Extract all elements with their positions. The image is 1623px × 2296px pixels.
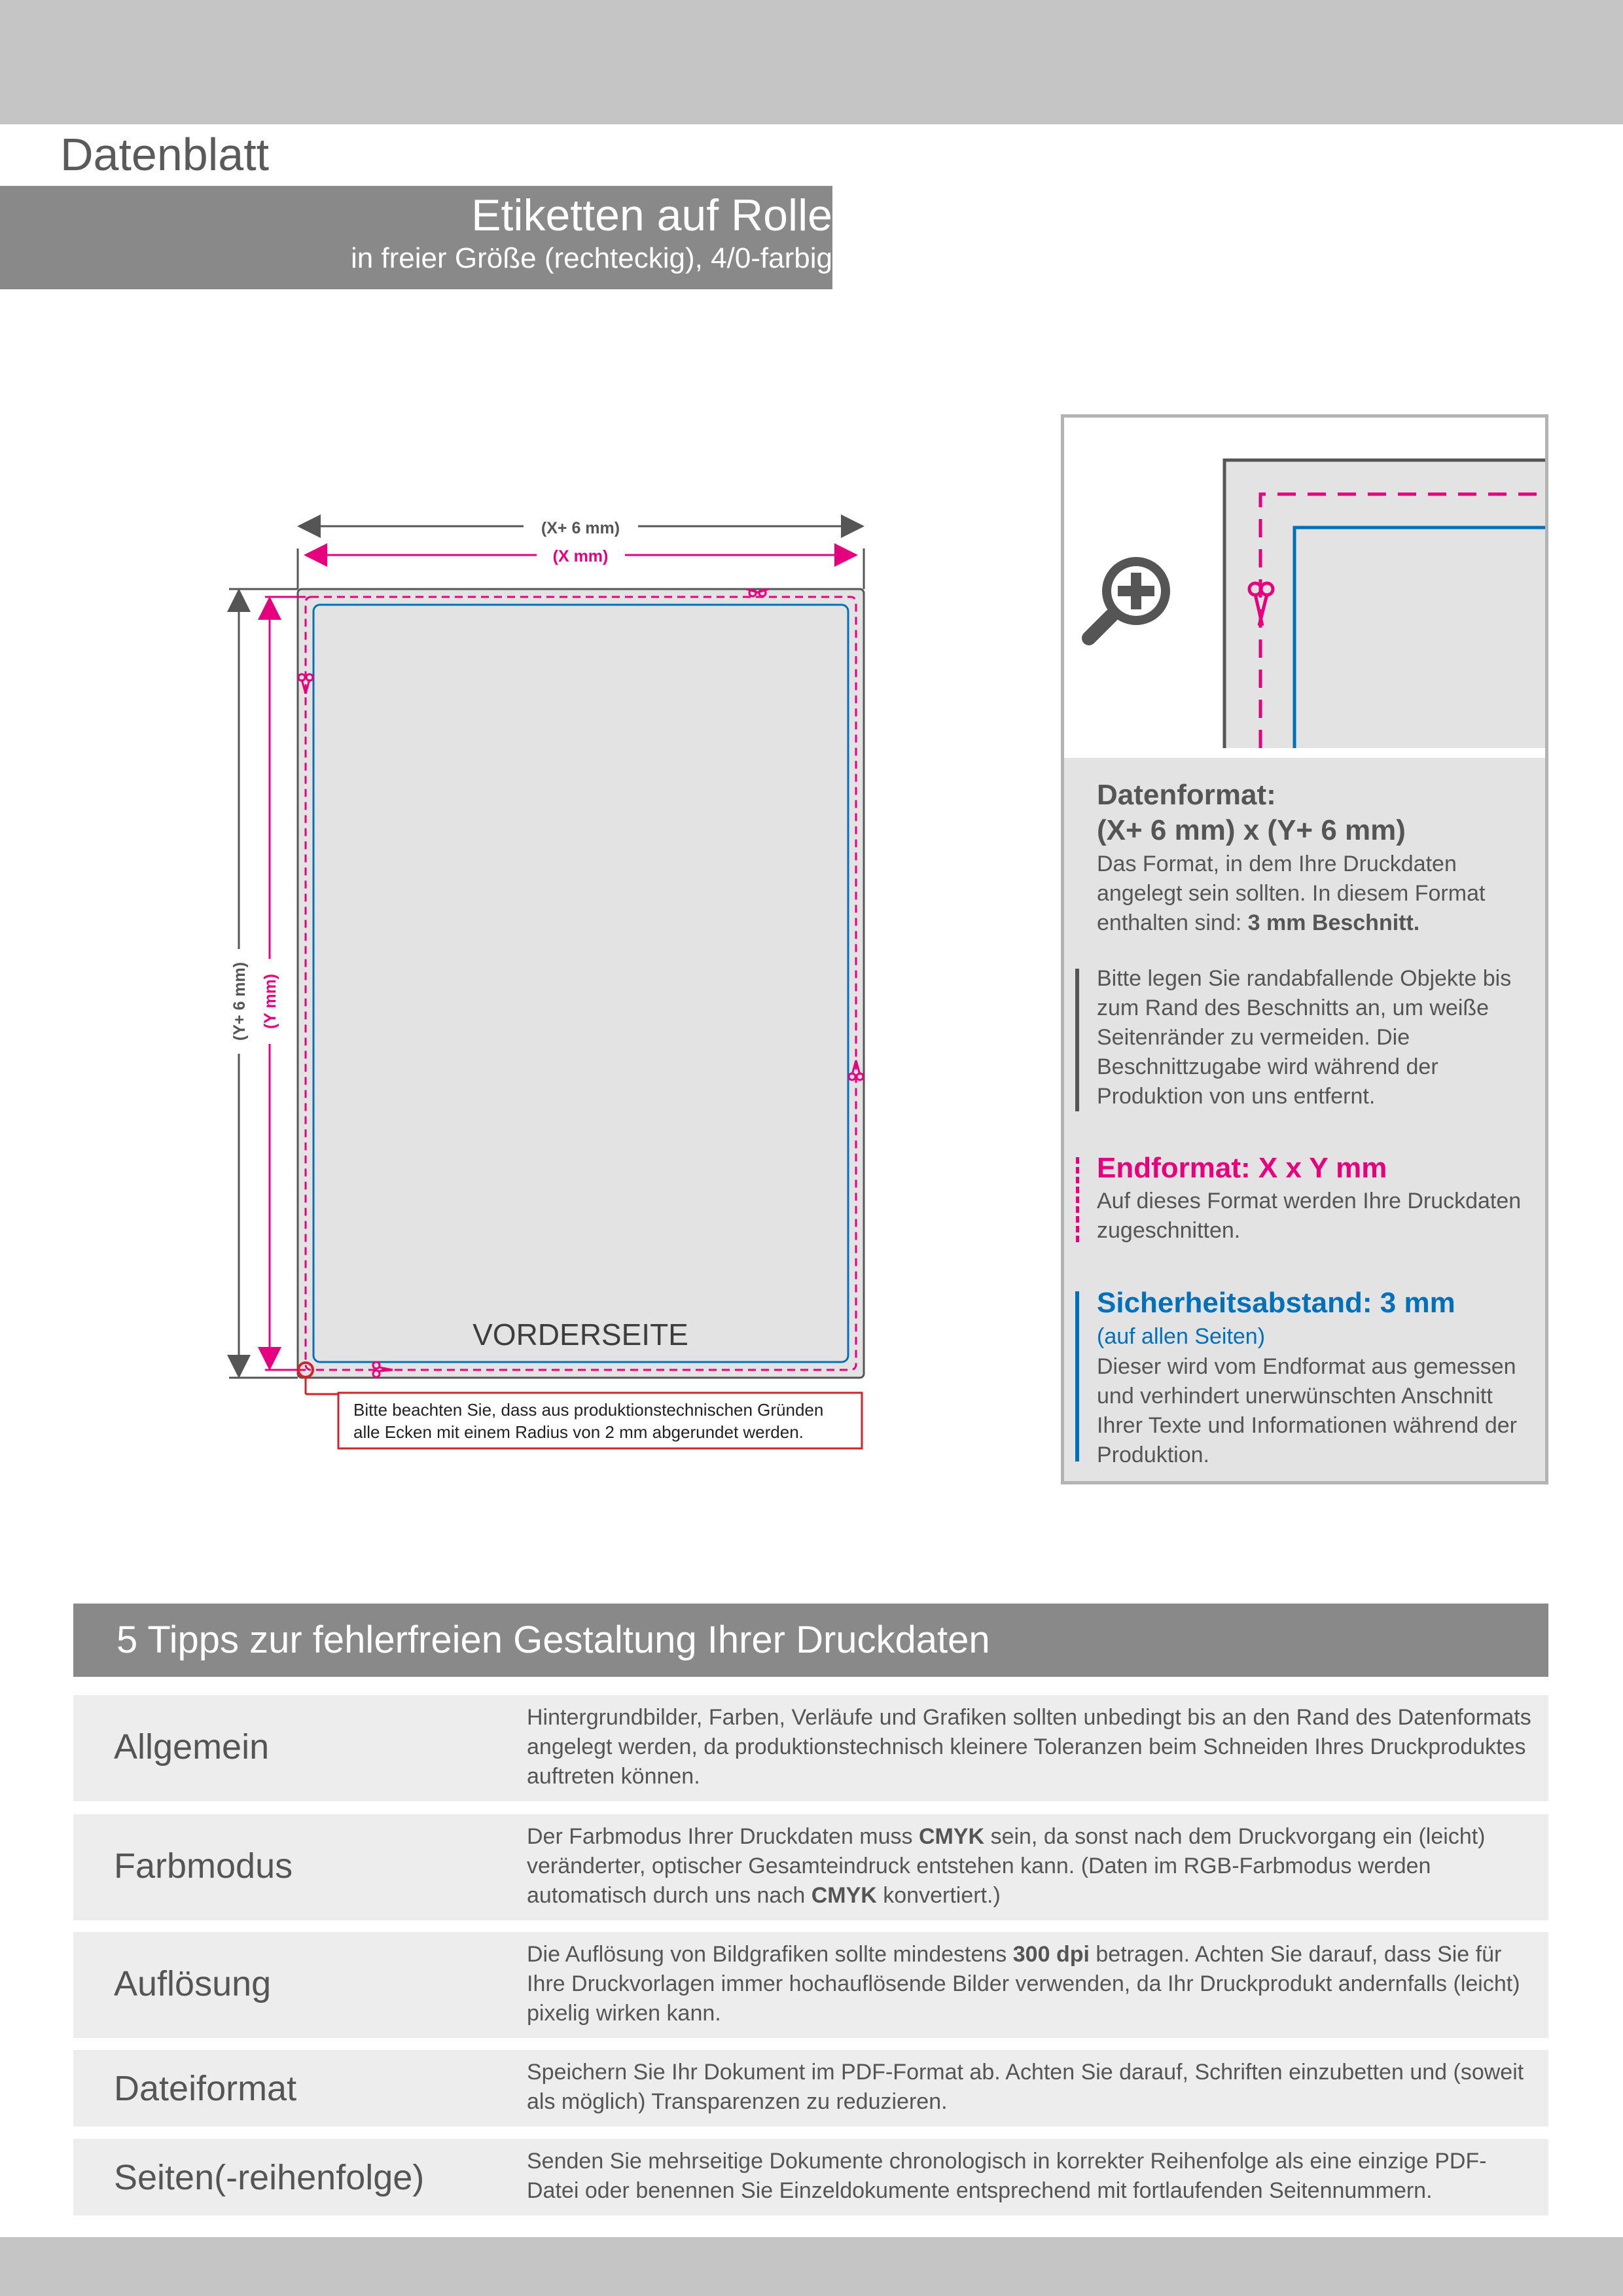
- corner-note-line2: alle Ecken mit einem Radius von 2 mm abgerundet werden.: [353, 1422, 804, 1442]
- width-outer-label: (X+ 6 mm): [541, 519, 620, 537]
- tip-text: Speichern Sie Ihr Dokument im PDF-Format ab. Achten Sie darauf, Schriften einzubetten und (soweit als möglich) Transparenzen zu reduzieren.: [527, 2060, 1524, 2114]
- tip-label: Auflösung: [114, 1964, 272, 2003]
- magnifier-plus-icon: [1089, 557, 1170, 638]
- tip-label: Dateiformat: [114, 2069, 297, 2108]
- tip-row-aufloesung: [73, 1932, 1548, 2038]
- endformat-text: Auf dieses Format werden Ihre Druckdaten zugeschnitten.: [1097, 1189, 1522, 1243]
- tip-row-farbmodus: [73, 1814, 1548, 1920]
- tip-text: Senden Sie mehrseitige Dokumente chronologisch in korrekter Reihenfolge als eine einzige PDF-Datei oder benennen Sie Einzeldokumente entsprechend mit fortlaufenden Seitennummern.: [527, 2149, 1487, 2203]
- label-diagram: [216, 504, 883, 1466]
- tip-row-allgemein: [73, 1695, 1548, 1801]
- tip-label: Seiten(-reihenfolge): [114, 2158, 425, 2197]
- height-inner-label: (Y mm): [261, 973, 279, 1030]
- tip-row-seiten: [73, 2139, 1548, 2215]
- tip-text: Hintergrundbilder, Farben, Verläufe und Grafiken sollten unbedingt bis an den Rand des Datenformats angelegt werden, da produktionstechnisch kleinere Toleranzen beim Schneiden Ihres Druckproduktes auftreten können.: [527, 1705, 1531, 1789]
- tip-row-dateiformat: [73, 2050, 1548, 2126]
- corner-note-line1: Bitte beachten Sie, dass aus produktionstechnischen Gründen: [353, 1400, 824, 1420]
- tip-label: Farbmodus: [114, 1846, 293, 1886]
- footer-band: [0, 2237, 1623, 2296]
- tips-title: 5 Tipps zur fehlerfreien Gestaltung Ihrer Druckdaten: [116, 1619, 990, 1661]
- datenformat-size: (X+ 6 mm) x (Y+ 6 mm): [1097, 814, 1406, 846]
- data-format-rect: [298, 589, 864, 1378]
- doc-label: Datenblatt: [60, 129, 270, 180]
- tip-text: [527, 1940, 1535, 2028]
- side-label: VORDERSEITE: [473, 1318, 688, 1352]
- tip-text-part: betragen. Achten Sie darauf, dass Sie für Ihre Druckvorlagen immer hochauflösende Bilder verwenden, da Ihr Druckprodukt andernfalls (leicht) pixelig wirken kann.: [527, 1942, 1520, 2026]
- safety-bar: [1075, 1291, 1079, 1462]
- tip-text-bold: CMYK: [811, 1883, 877, 1908]
- safety-text: Dieser wird vom Endformat aus gemessen und verhindert unerwünschten Anschnitt Ihrer Texte und Informationen während der Produktion.: [1097, 1354, 1517, 1467]
- tip-text-part: Der Farbmodus Ihrer Druckdaten muss: [527, 1824, 913, 1849]
- datenformat-bleed: 3 mm Beschnitt.: [1247, 910, 1420, 935]
- bleed-bar: [1075, 969, 1079, 1111]
- height-outer-label: (Y+ 6 mm): [230, 961, 249, 1041]
- tip-text: [527, 1822, 1535, 1910]
- tip-text-part: Die Auflösung von Bildgrafiken sollte mindestens: [527, 1942, 1007, 1967]
- width-inner-label: (X mm): [552, 547, 609, 565]
- header-band: [0, 0, 1623, 124]
- info-panel: [1061, 758, 1548, 1484]
- datenformat-desc: Das Format, in dem Ihre Druckdaten angelegt sein sollten. In diesem Format enthalten sind:: [1097, 852, 1486, 935]
- endformat-heading: Endformat: X x Y mm: [1097, 1152, 1387, 1184]
- page-title: Etiketten auf Rolle: [471, 190, 832, 240]
- page-subtitle: in freier Größe (rechteckig), 4/0-farbig: [350, 242, 832, 274]
- bleed-text: Bitte legen Sie randabfallende Objekte bis zum Rand des Beschnitts an, um weiße Seitenränder zu vermeiden. Die Beschnittzugabe wird während der Produktion von uns entfernt.: [1097, 966, 1512, 1109]
- tip-label: Allgemein: [114, 1727, 270, 1767]
- datenformat-heading: Datenformat:: [1097, 779, 1276, 811]
- tip-text-part: konvertiert.): [883, 1883, 1001, 1908]
- safety-subheading: (auf allen Seiten): [1097, 1324, 1266, 1349]
- endformat-bar: [1076, 1157, 1079, 1242]
- datenformat-text: [1097, 850, 1542, 938]
- tip-text-part: sein, da sonst nach dem Druckvorgang ein (leicht) veränderter, optischer Gesamteindruck entstehen kann. (Daten im RGB-Farbmodus werden automatisch durch uns nach: [527, 1824, 1486, 1908]
- safety-heading: Sicherheitsabstand: 3 mm: [1097, 1287, 1455, 1319]
- zoom-panel: [1061, 414, 1548, 761]
- tip-text-bold: 300 dpi: [1012, 1942, 1090, 1967]
- tip-text-bold: CMYK: [919, 1824, 985, 1849]
